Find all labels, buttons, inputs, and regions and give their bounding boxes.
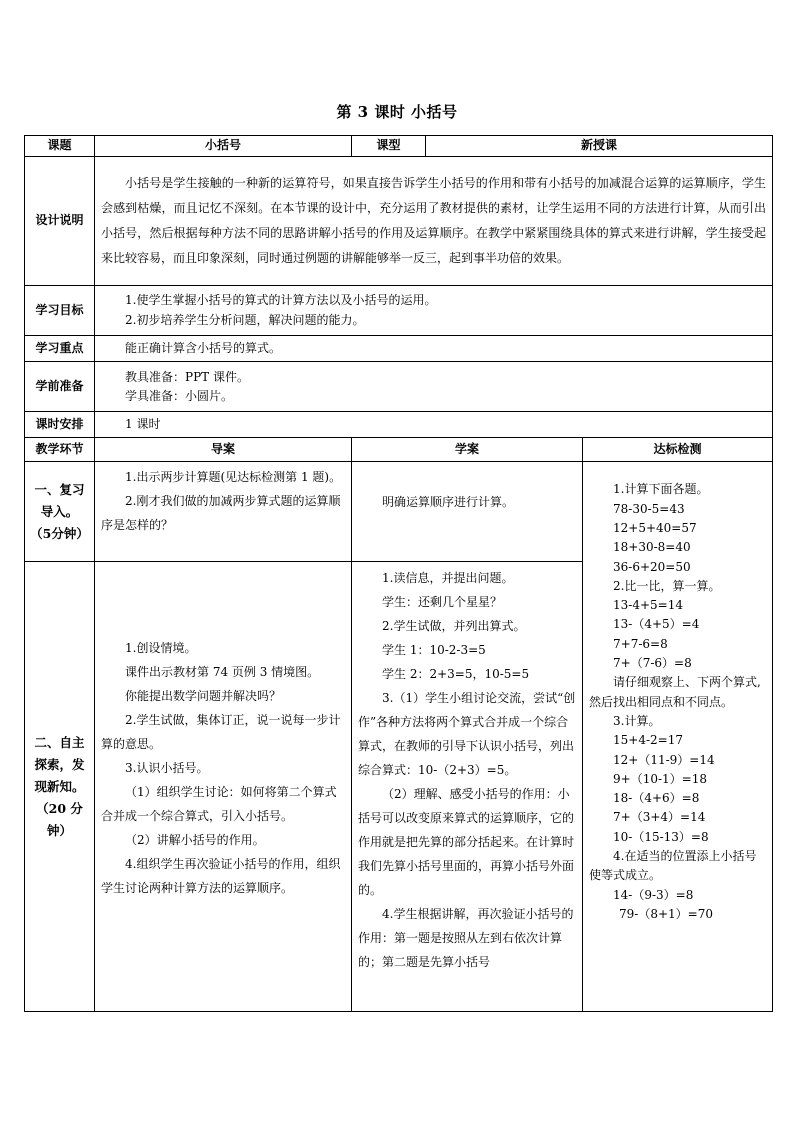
- prep-item: 学具准备：小圆片。: [125, 388, 234, 403]
- focus-label: 学习重点: [25, 336, 95, 362]
- focus-text: 能正确计算含小括号的算式。: [125, 341, 282, 355]
- schedule-label: 课时安排: [25, 412, 95, 438]
- section1-guide: [95, 462, 352, 562]
- check-line: 79-（8+1）=70: [619, 906, 713, 921]
- check-line: 10-（15-13）=8: [613, 829, 709, 844]
- goal-item: 2.初步培养学生分析问题，解决问题的能力。: [125, 312, 365, 327]
- section2-stage: [25, 562, 95, 1012]
- check-cell: [583, 462, 773, 1012]
- goals-label: 学习目标: [25, 286, 95, 336]
- topic-label: 课题: [25, 136, 95, 157]
- goals-row: [25, 286, 773, 336]
- check-line: 7+（7-6）=8: [613, 656, 692, 671]
- stage-line: （20 分: [36, 800, 83, 816]
- header-row: [25, 136, 773, 157]
- check-line: 78-30-5=43: [613, 501, 685, 516]
- design-cell: [95, 157, 773, 286]
- check-line: 4.在适当的位置添上小括号使等式成立。: [589, 849, 757, 883]
- schedule-cell: [95, 412, 773, 438]
- check-line: 14-（9-3）=8: [613, 887, 694, 902]
- check-line: 1.计算下面各题。: [613, 482, 709, 497]
- study-line: 明确运算顺序进行计算。: [382, 494, 515, 509]
- study-line: 4.学生根据讲解，再次验证小括号的作用：第一题是按照从左到右依次计算的；第二题是先算小括号: [358, 907, 574, 970]
- check-line: 36-6+20=50: [613, 559, 691, 574]
- focus-cell: [95, 336, 773, 362]
- stage-line: 二、自主: [34, 735, 85, 751]
- study-line: 学生 1：10-2-3=5: [382, 643, 486, 658]
- check-line: 9+（10-1）=18: [613, 771, 707, 786]
- check-line: 15+4-2=17: [613, 733, 683, 748]
- study-line: 学生 2：2+3=5，10-5=5: [382, 667, 530, 682]
- prep-item: 教具准备：PPT 课件。: [125, 369, 249, 384]
- guide-line: 2.学生试做，集体订正，说一说每一步计算的意思。: [101, 713, 341, 752]
- design-text: 小括号是学生接触的一种新的运算符号，如果直接告诉学生小括号的作用和带有小括号的加减混合运算的运算顺序，学生会感到枯燥，而且记忆不深刻。在本节课的设计中，充分运用了教材提供的素材，让学生运用不同的方法进行计算，从而引出小括号，然后根据每种方法不同的思路讲解小括号的作用及运算顺序。在教学中紧紧围绕具体的算式来进行讲解，学生接受起来比较容易，而且印象深刻，同时通过例题的讲解能够举一反三，起到事半功倍的效果。: [101, 176, 767, 265]
- guide-line: 1.出示两步计算题(见达标检测第 1 题)。: [125, 470, 342, 485]
- section1-study: [352, 462, 583, 562]
- design-row: [25, 157, 773, 286]
- check-line: 7+（3+4）=14: [613, 810, 706, 825]
- guide-line: 1.创设情境。: [125, 641, 197, 656]
- check-line: 12+（11-9）=14: [613, 752, 715, 767]
- guide-line: （1）组织学生讨论：如何将第二个算式合并成一个综合算式，引入小括号。: [101, 785, 337, 824]
- topic-value: 小括号: [95, 136, 352, 157]
- check-line: 请仔细观察上、下两个算式,然后找出相同点和不同点。: [589, 675, 761, 709]
- check-line: 13-4+5=14: [613, 598, 683, 613]
- section1-row: [25, 462, 773, 562]
- col-guide-head: 导案: [95, 438, 352, 462]
- study-line: 2.学生试做，并列出算式。: [382, 619, 526, 634]
- stage-line: （5分钟）: [30, 525, 89, 541]
- design-label: 设计说明: [25, 157, 95, 286]
- check-line: 18+30-8=40: [613, 540, 691, 555]
- study-line: 1.读信息，并提出问题。: [382, 571, 514, 586]
- guide-line: 2.刚才我们做的加减两步算式题的运算顺序是怎样的？: [101, 494, 341, 533]
- check-line: 12+5+40=57: [613, 520, 697, 535]
- section2-guide: [95, 562, 352, 1012]
- check-line: 7+7-6=8: [613, 636, 668, 651]
- prep-cell: [95, 362, 773, 412]
- prep-label: 学前准备: [25, 362, 95, 412]
- goal-item: 1.使学生掌握小括号的算式的计算方法以及小括号的运用。: [125, 293, 437, 308]
- column-header-row: [25, 438, 773, 462]
- study-line: 学生：还剩几个星星？: [382, 595, 503, 610]
- study-line: （2）理解、感受小括号的作用：小括号可以改变原来算式的运算顺序，它的作用就是把先算的部分括起来。在计算时我们先算小括号里面的，再算小括号外面的。: [358, 787, 575, 898]
- stage-line: 一、复习: [34, 482, 85, 498]
- col-stage-head: 教学环节: [25, 438, 95, 462]
- check-line: 3.计算。: [613, 713, 661, 728]
- study-clip: [358, 566, 576, 1006]
- type-value: 新授课: [426, 136, 773, 157]
- page-title: 第 3 课时 小括号: [336, 103, 458, 121]
- check-line: 18-（4+6）=8: [613, 791, 700, 806]
- guide-line: 4.组织学生再次验证小括号的作用，组织学生讨论两种计算方法的运算顺序。: [101, 857, 341, 896]
- guide-line: 3.认识小括号。: [125, 761, 209, 776]
- guide-line: 课件出示教材第 74 页例 3 情境图。: [125, 665, 320, 680]
- guide-line: （2）讲解小括号的作用。: [125, 833, 265, 848]
- prep-row: [25, 362, 773, 412]
- stage-line: 现新知。: [34, 778, 85, 794]
- check-line: 13-（4+5）=4: [613, 617, 700, 632]
- schedule-text: 1 课时: [125, 417, 161, 432]
- col-study-head: 学案: [352, 438, 583, 462]
- schedule-row: [25, 412, 773, 438]
- study-line: 3.（1）学生小组讨论交流，尝试“创作”各种方法将两个算式合并成一个综合算式，在教师的引导下认识小括号，列出综合算式：10-（2+3）=5。: [358, 691, 576, 778]
- stage-line: 钟）: [46, 822, 72, 838]
- stage-line: 探索，发: [34, 757, 85, 773]
- goals-cell: [95, 286, 773, 336]
- section1-stage: [25, 462, 95, 562]
- type-label: 课型: [352, 136, 426, 157]
- lesson-plan-table: [24, 135, 773, 1012]
- stage-line: 导入。: [40, 503, 79, 519]
- focus-row: [25, 336, 773, 362]
- check-line: 2.比一比，算一算。: [613, 578, 721, 593]
- guide-line: 你能提出数学问题并解决吗？: [125, 689, 282, 704]
- col-check-head: 达标检测: [583, 438, 773, 462]
- section2-study: [352, 562, 583, 1012]
